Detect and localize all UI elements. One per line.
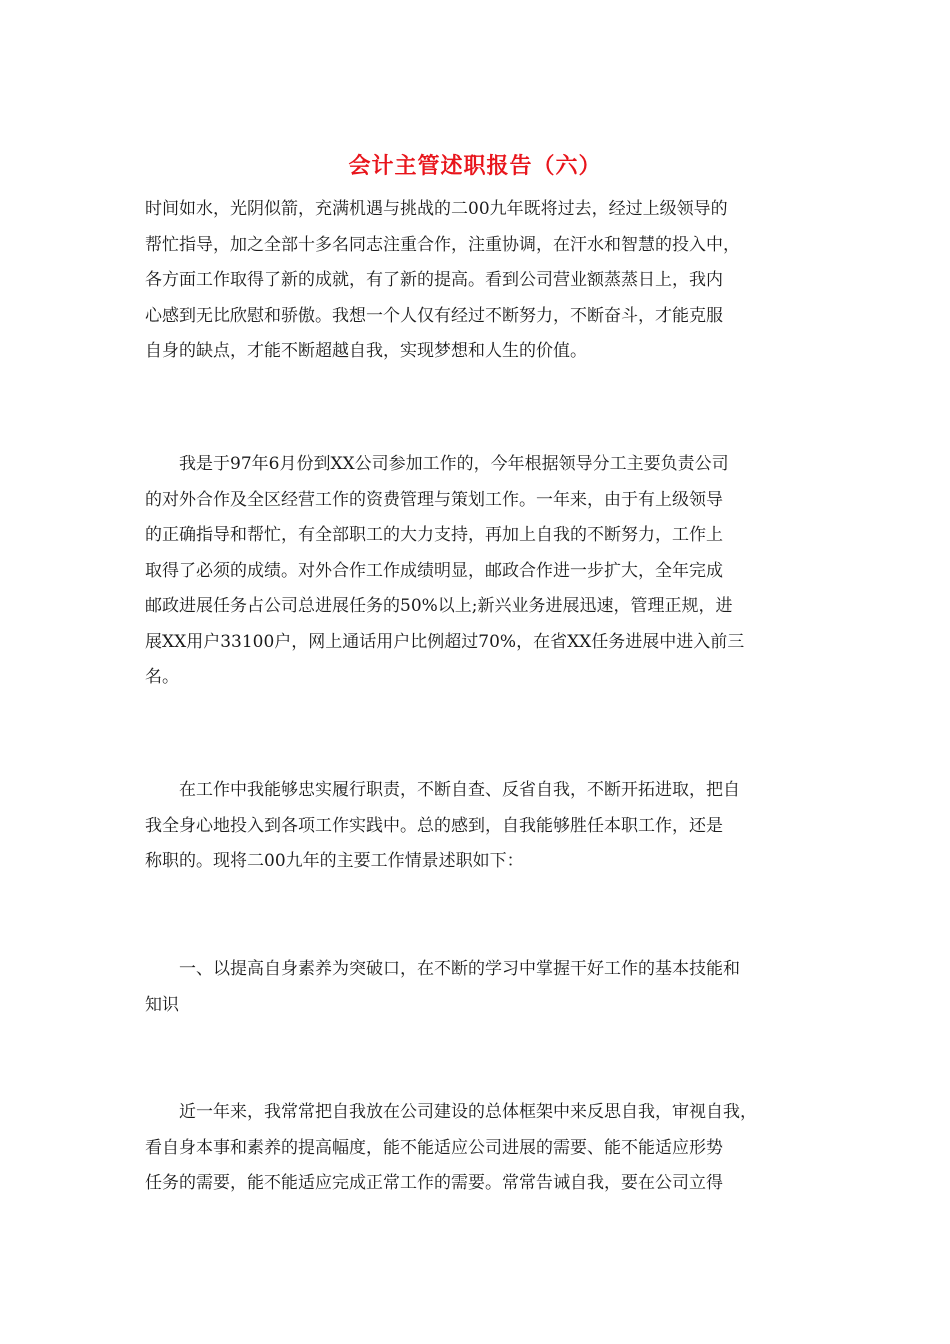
paragraph-line: 自身的缺点，才能不断超越自我，实现梦想和人生的价值。 — [145, 341, 587, 361]
paragraph-line: 知识 — [145, 994, 179, 1015]
paragraph-line: 看自身本事和素养的提高幅度，能不能适应公司进展的需要、能不能适应形势 — [145, 1137, 723, 1158]
paragraph-line: 取得了必须的成绩。对外合作工作成绩明显，邮政合作进一步扩大，全年完成 — [145, 560, 723, 581]
paragraph-background — [145, 447, 811, 696]
paragraph-line: 邮政进展任务占公司总进展任务的50%以上;新兴业务进展迅速，管理正规，进 — [145, 596, 733, 616]
paragraph-line: 的对外合作及全区经营工作的资费管理与策划工作。一年来，由于有上级领导 — [145, 489, 723, 510]
paragraph-line: 我全身心地投入到各项工作实践中。总的感到，自我能够胜任本职工作，还是 — [145, 815, 723, 836]
paragraph-intro — [145, 192, 811, 370]
paragraph-line: 的正确指导和帮忙，有全部职工的大力支持，再加上自我的不断努力，工作上 — [145, 525, 723, 545]
paragraph-line: 帮忙指导，加之全部十多名同志注重合作，注重协调，在汗水和智慧的投入中， — [145, 234, 740, 255]
paragraph-summary — [145, 773, 811, 880]
section-heading-one — [145, 952, 811, 1023]
paragraph-line: 称职的。现将二00九年的主要工作情景述职如下： — [145, 851, 524, 871]
paragraph-line: 展XX用户33100户，网上通话用户比例超过70%，在省XX任务进展中进入前三 — [145, 631, 745, 652]
paragraph-line: 我是于97年6月份到XX公司参加工作的，今年根据领导分工主要负责公司 — [145, 454, 729, 474]
paragraph-line: 时间如水，光阴似箭，充满机遇与挑战的二00九年既将过去，经过上级领导的 — [145, 199, 728, 219]
paragraph-line: 名。 — [145, 667, 179, 687]
paragraph-line: 在工作中我能够忠实履行职责，不断自查、反省自我，不断开拓进取，把自 — [145, 780, 740, 800]
paragraph-line: 心感到无比欣慰和骄傲。我想一个人仅有经过不断努力，不断奋斗，才能克服 — [145, 305, 723, 326]
paragraph-line: 任务的需要，能不能适应完成正常工作的需要。常常告诫自我，要在公司立得 — [145, 1173, 723, 1193]
document-title: 会计主管述职报告（六） — [348, 154, 602, 179]
paragraph-line: 近一年来，我常常把自我放在公司建设的总体框架中来反思自我，审视自我， — [145, 1102, 757, 1122]
paragraph-line: 一、以提高自身素养为突破口，在不断的学习中掌握干好工作的基本技能和 — [145, 959, 740, 979]
paragraph-reflection — [145, 1095, 811, 1202]
paragraph-line: 各方面工作取得了新的成就，有了新的提高。看到公司营业额蒸蒸日上，我内 — [145, 270, 723, 290]
